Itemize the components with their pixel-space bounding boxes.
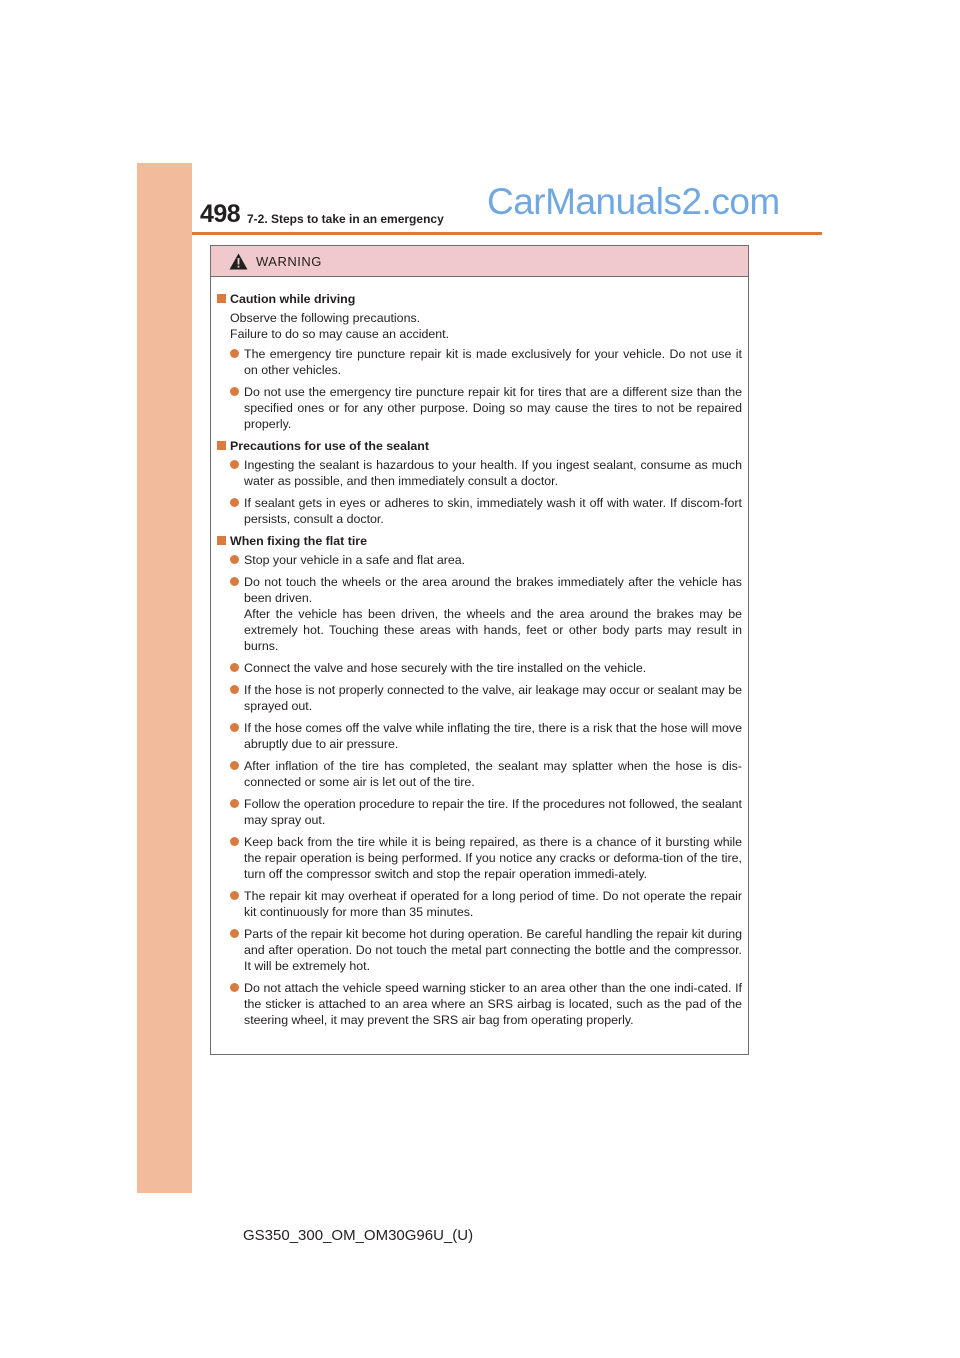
section-heading-text: Precautions for use of the sealant bbox=[230, 439, 429, 453]
section-heading-text: When fixing the flat tire bbox=[230, 534, 367, 548]
list-item bbox=[217, 457, 742, 489]
side-tab-band bbox=[137, 163, 192, 1193]
watermark: CarManuals2.com bbox=[487, 181, 780, 222]
list-item bbox=[217, 495, 742, 527]
warning-header bbox=[211, 246, 748, 277]
list-item bbox=[217, 574, 742, 654]
orange-dot-icon bbox=[230, 891, 239, 900]
orange-dot-icon bbox=[230, 685, 239, 694]
orange-dot-icon bbox=[230, 663, 239, 672]
orange-dot-icon bbox=[230, 498, 239, 507]
list-item-text: Ingesting the sealant is hazardous to your health. If you ingest sealant, consume as much water as possible, and then immediately consult a doctor. bbox=[244, 458, 742, 488]
list-item-text: The repair kit may overheat if operated for a long period of time. Do not operate the repair kit continuously for more than 35 minutes. bbox=[244, 889, 742, 919]
list-item-text: Do not use the emergency tire puncture repair kit for tires that are a different size than the specified ones or for any other purpose. Doing so may cause the tires to not be repaired properly. bbox=[244, 385, 742, 431]
list-item bbox=[217, 384, 742, 432]
list-item bbox=[217, 980, 742, 1028]
orange-square-icon bbox=[217, 294, 226, 303]
orange-dot-icon bbox=[230, 577, 239, 586]
list-item bbox=[217, 888, 742, 920]
page-number: 498 bbox=[200, 200, 241, 228]
list-item-text: Follow the operation procedure to repair the tire. If the procedures not followed, the sealant may spray out. bbox=[244, 797, 742, 827]
list-item-text: Stop your vehicle in a safe and flat area. bbox=[244, 553, 466, 567]
orange-dot-icon bbox=[230, 983, 239, 992]
list-item-text: Do not touch the wheels or the area around the brakes immediately after the vehicle has been driven. After the vehicle has been driven, the wheels and the area around the brakes may be extremely hot. Touching these areas with hands, feet or other body parts may result in burns. bbox=[244, 575, 742, 653]
list-item-text: Parts of the repair kit become hot during operation. Be careful handling the repair kit during and after operation. Do not touch the metal part connecting the bottle and the compressor. It will be extremely hot. bbox=[244, 927, 742, 973]
orange-dot-icon bbox=[230, 723, 239, 732]
section-heading bbox=[217, 291, 742, 307]
list-item bbox=[217, 552, 742, 568]
header-rule bbox=[192, 232, 822, 235]
orange-dot-icon bbox=[230, 837, 239, 846]
orange-dot-icon bbox=[230, 555, 239, 564]
orange-dot-icon bbox=[230, 799, 239, 808]
list-item bbox=[217, 834, 742, 882]
warning-section bbox=[217, 533, 742, 1028]
list-item bbox=[217, 346, 742, 378]
section-heading bbox=[217, 438, 742, 454]
orange-square-icon bbox=[217, 441, 226, 450]
warning-body bbox=[211, 277, 748, 1028]
list-item-text: Do not attach the vehicle speed warning sticker to an area other than the one indi-cated. If the sticker is attached to an area where an SRS airbag is located, such as the pad of the steering wheel, it may prevent the SRS air bag from operating properly. bbox=[244, 981, 742, 1027]
section-heading-text: Caution while driving bbox=[230, 292, 356, 306]
orange-dot-icon bbox=[230, 460, 239, 469]
list-item-text: Connect the valve and hose securely with the tire installed on the vehicle. bbox=[244, 661, 647, 675]
orange-dot-icon bbox=[230, 761, 239, 770]
list-item bbox=[217, 758, 742, 790]
warning-section bbox=[217, 291, 742, 432]
list-item bbox=[217, 660, 742, 676]
list-item-text: After inflation of the tire has completed, the sealant may splatter when the hose is dis-connected or some air is let out of the tire. bbox=[244, 759, 742, 789]
list-item bbox=[217, 926, 742, 974]
orange-dot-icon bbox=[230, 387, 239, 396]
section-title: 7-2. Steps to take in an emergency bbox=[247, 212, 444, 226]
list-item bbox=[217, 682, 742, 714]
warning-box bbox=[210, 245, 749, 1055]
warning-title: WARNING bbox=[256, 253, 322, 269]
warning-section bbox=[217, 438, 742, 527]
section-intro: Observe the following precautions. Failure to do so may cause an accident. bbox=[230, 311, 450, 341]
warning-triangle-icon bbox=[229, 253, 248, 270]
document-code: GS350_300_OM_OM30G96U_(U) bbox=[243, 1227, 474, 1244]
section-heading bbox=[217, 533, 742, 549]
list-item bbox=[217, 796, 742, 828]
list-item-text: Keep back from the tire while it is being repaired, as there is a chance of it bursting while the repair operation is being performed. If you notice any cracks or deforma-tion of the tire, turn off the compressor switch and stop the repair operation immedi-ately. bbox=[244, 835, 742, 881]
orange-dot-icon bbox=[230, 929, 239, 938]
orange-square-icon bbox=[217, 536, 226, 545]
list-item-text: The emergency tire puncture repair kit is made exclusively for your vehicle. Do not use it on other vehicles. bbox=[244, 347, 742, 377]
list-item-text: If the hose comes off the valve while inflating the tire, there is a risk that the hose will move abruptly due to air pressure. bbox=[244, 721, 742, 751]
list-item bbox=[217, 720, 742, 752]
orange-dot-icon bbox=[230, 349, 239, 358]
list-item-text: If sealant gets in eyes or adheres to skin, immediately wash it off with water. If discom-fort persists, consult a doctor. bbox=[244, 496, 742, 526]
list-item-text: If the hose is not properly connected to the valve, air leakage may occur or sealant may be sprayed out. bbox=[244, 683, 742, 713]
